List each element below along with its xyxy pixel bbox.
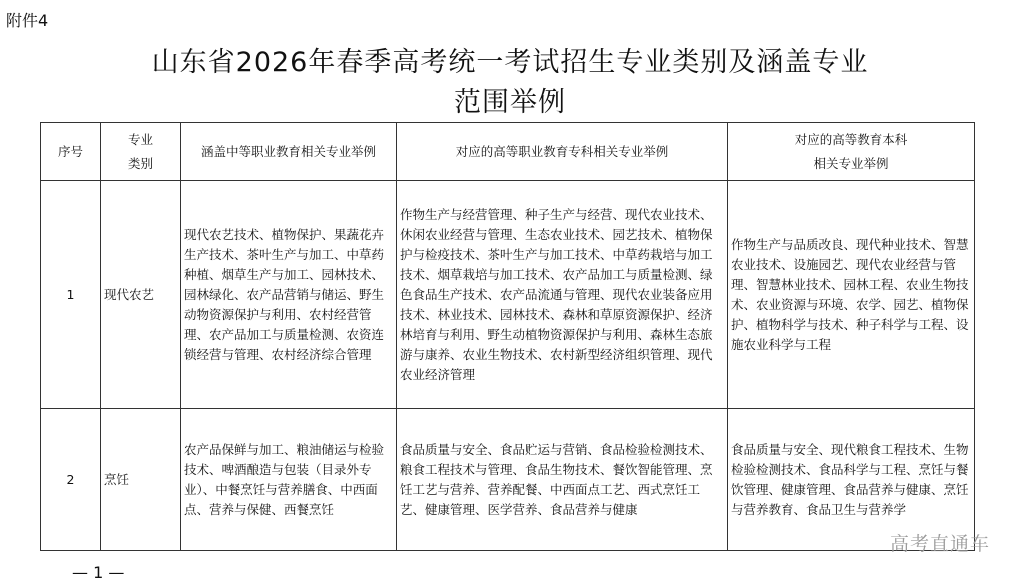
header-category: [101, 123, 181, 181]
attachment-label: 附件4: [6, 11, 49, 30]
header-category-line-2: 类别: [127, 155, 153, 171]
header-undergrad: [728, 123, 975, 181]
row-secondary-majors: 农产品保鲜与加工、粮油储运与检验技术、啤酒酿造与包装（目录外专业）、中餐烹饪与营养膳食、中西面点、营养与保健、西餐烹饪: [181, 409, 397, 551]
document-title-line-2: 范围举例: [454, 87, 566, 118]
row-secondary-majors: 现代农艺技术、植物保护、果蔬花卉生产技术、茶叶生产与加工、中草药种植、烟草生产与加工、园林技术、园林绿化、农产品营销与储运、野生动物资源保护与利用、农村经营管理、农产品加工与质量检测、农资连锁经营与管理、农村经济综合管理: [181, 181, 397, 409]
row-undergrad-majors: 作物生产与品质改良、现代种业技术、智慧农业技术、设施园艺、现代农业经营与管理、智慧林业技术、园林工程、农业生物技术、农业资源与环境、农学、园艺、植物保护、植物科学与技术、种子科学与工程、设施农业科学与工程: [728, 181, 975, 409]
major-category-table: [40, 122, 975, 551]
row-category: 烹饪: [101, 409, 181, 551]
header-undergrad-line-2: 相关专业举例: [813, 155, 889, 171]
table-header-row: [41, 123, 975, 181]
header-vocational: 对应的高等职业教育专科相关专业举例: [397, 123, 728, 181]
header-undergrad-line-1: 对应的高等教育本科: [794, 131, 908, 147]
row-undergrad-majors: 食品质量与安全、现代粮食工程技术、生物检验检测技术、食品科学与工程、烹饪与餐饮管理、健康管理、食品营养与健康、烹饪与营养教育、食品卫生与营养学: [728, 409, 975, 551]
page-number: — 1 —: [72, 563, 125, 582]
header-seq: 序号: [41, 123, 101, 181]
table-row: [41, 181, 975, 409]
row-category: 现代农艺: [101, 181, 181, 409]
document-title-line-1: 山东省2026年春季高考统一考试招生专业类别及涵盖专业: [151, 47, 869, 78]
row-vocational-majors: 作物生产与经营管理、种子生产与经营、现代农业技术、休闲农业经营与管理、生态农业技术、园艺技术、植物保护与检疫技术、茶叶生产与加工技术、中草药栽培与加工技术、烟草栽培与加工技术、农产品加工与质量检测、绿色食品生产技术、农产品流通与管理、现代农业装备应用技术、林业技术、园林技术、森林和草原资源保护、经济林培育与利用、野生动植物资源保护与利用、森林生态旅游与康养、农业生物技术、农村新型经济组织管理、现代农业经济管理: [397, 181, 728, 409]
header-category-line-1: 专业: [127, 131, 153, 147]
table-row: [41, 409, 975, 551]
row-seq: 2: [41, 409, 101, 551]
row-seq: 1: [41, 181, 101, 409]
header-secondary: 涵盖中等职业教育相关专业举例: [181, 123, 397, 181]
watermark-text: 高考直通车: [889, 533, 990, 555]
row-vocational-majors: 食品质量与安全、食品贮运与营销、食品检验检测技术、粮食工程技术与管理、食品生物技术、餐饮智能管理、烹饪工艺与营养、营养配餐、中西面点工艺、西式烹饪工艺、健康管理、医学营养、食品营养与健康: [397, 409, 728, 551]
